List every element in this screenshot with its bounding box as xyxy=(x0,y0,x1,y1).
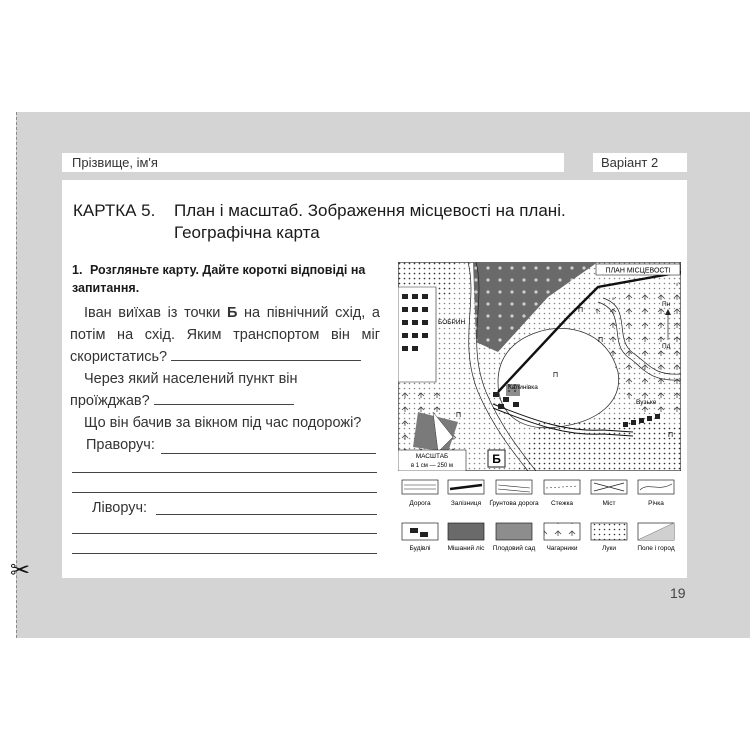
place-vuzke: Вузьке xyxy=(636,399,657,406)
field-mark-2: П xyxy=(598,337,604,344)
legend-field-garden: Поле і город xyxy=(637,545,675,552)
south-label: Пд xyxy=(662,343,671,350)
left-label: Ліворуч: xyxy=(92,500,148,516)
answer-line-right-2[interactable] xyxy=(72,472,377,473)
question-body xyxy=(70,302,380,434)
question-paragraph-2 xyxy=(70,368,380,412)
map-title: ПЛАН МІСЦЕВОСТІ xyxy=(605,267,671,275)
name-field[interactable] xyxy=(62,153,564,172)
field-mark-5: П xyxy=(668,432,674,439)
terrain-map xyxy=(398,262,681,471)
question-paragraph-1 xyxy=(70,302,380,368)
right-label: Праворуч: xyxy=(86,437,155,453)
map-legend xyxy=(398,478,683,578)
card-title: КАРТКА 5. xyxy=(73,201,156,220)
field-mark-1: П xyxy=(578,307,584,314)
legend-buildings: Будівлі xyxy=(409,545,431,552)
variant-field xyxy=(593,153,687,172)
answer-line-settlement[interactable] xyxy=(154,390,294,405)
place-kalynivka: Калинівка xyxy=(508,384,538,391)
legend-railway: Залізниця xyxy=(450,500,482,507)
card-topic-line1: План і масштаб. Зображення місцевості на плані. xyxy=(174,201,566,220)
paragraph-1-start: Іван виїхав із точки xyxy=(84,305,227,321)
answer-line-right-1[interactable] xyxy=(161,453,376,454)
place-bobryn: БОБРИН xyxy=(438,319,466,326)
answer-line-left-3[interactable] xyxy=(72,553,377,554)
legend-dirt-road: Ґрунтова дорога xyxy=(489,500,539,507)
field-mark-3: П xyxy=(553,372,559,379)
name-field-label: Прізвище, ім'я xyxy=(72,155,158,170)
scissors-icon: ✂ xyxy=(10,557,31,584)
question-number: 1. xyxy=(72,263,83,277)
legend-path: Стежка xyxy=(550,500,574,507)
variant-label: Варіант 2 xyxy=(601,155,659,170)
legend-river: Річка xyxy=(648,500,664,507)
legend-bridge: Міст xyxy=(602,500,616,507)
paragraph-2-text: Через який населений пункт він проїжджав? xyxy=(70,371,298,409)
paragraph-1-end: на північний схід, а потім на схід. Яким транспортом він міг скористатись? xyxy=(70,305,380,365)
point-b-ref: Б xyxy=(226,305,238,321)
legend-orchard: Плодовий сад xyxy=(492,545,536,552)
field-mark-4: П xyxy=(456,412,462,419)
legend-shrubs: Чагарники xyxy=(546,545,578,552)
card-topic xyxy=(174,200,594,244)
answer-line-left-2[interactable] xyxy=(72,533,377,534)
scale-value: в 1 см — 250 м xyxy=(410,463,454,469)
point-b-marker: Б xyxy=(492,452,501,466)
answer-line-transport[interactable] xyxy=(171,346,361,361)
legend-mixed-forest: Мішаний ліс xyxy=(447,545,485,552)
question-instruction xyxy=(72,261,372,297)
question-instruction-text: Розгляньте карту. Дайте короткі відповіді на запитання. xyxy=(72,263,366,295)
answer-line-right-3[interactable] xyxy=(72,492,377,493)
question-paragraph-3: Що він бачив за вікном під час подорожі? xyxy=(84,415,362,431)
scale-title: МАСШТАБ xyxy=(415,453,449,460)
legend-meadows: Луки xyxy=(601,545,617,552)
page-number: 19 xyxy=(670,585,686,601)
card-topic-line2: Географічна карта xyxy=(174,223,320,242)
answer-line-left-1[interactable] xyxy=(156,514,377,515)
north-label: Пн xyxy=(662,301,671,308)
legend-road: Дорога xyxy=(409,500,431,507)
